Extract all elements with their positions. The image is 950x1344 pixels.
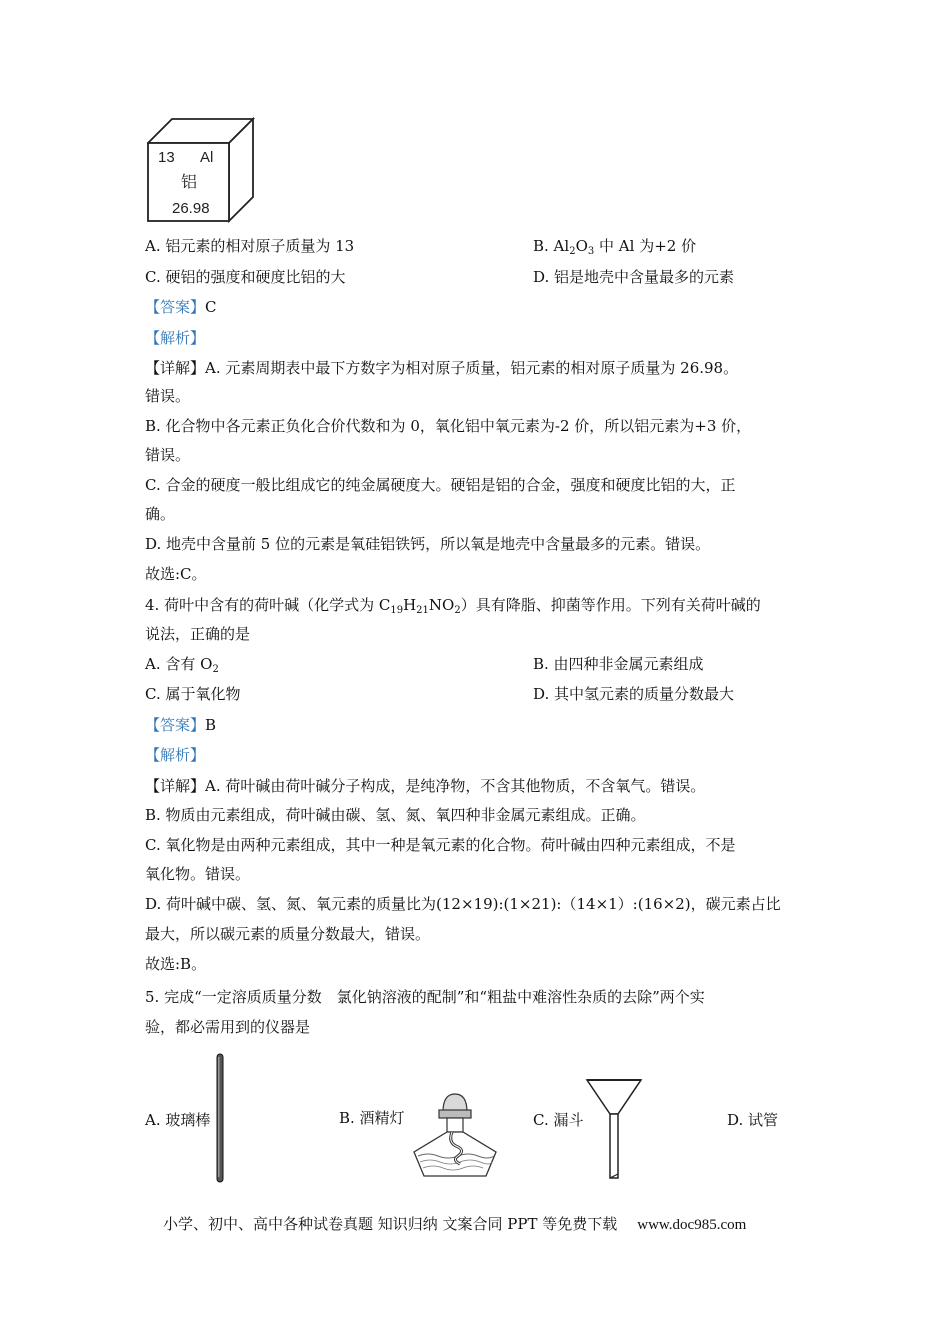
q3-option-d: D. 铝是地壳中含量最多的元素: [533, 268, 735, 286]
cube-diagram: [147, 117, 255, 223]
q5-stem-line-2: 验，都必需用到的仪器是: [145, 1018, 311, 1036]
q5-option-c: C. 漏斗: [533, 1111, 584, 1129]
q3-detail-line-5: C. 合金的硬度一般比组成它的纯金属硬度大。硬铝是铝的合金，强度和硬度比铝的大，正: [145, 476, 736, 494]
q3-option-a: A. 铝元素的相对原子质量为 13: [145, 237, 355, 255]
q3-analysis-label: 【解析】: [145, 329, 206, 347]
element-name: 铝: [181, 174, 198, 191]
q5-option-b: B. 酒精灯: [339, 1109, 405, 1127]
footer-url[interactable]: www.doc985.com: [637, 1217, 747, 1233]
q4-stem-line-2: 说法，正确的是: [145, 625, 251, 643]
footer: [163, 1213, 746, 1234]
q4-option-b: B. 由四种非金属元素组成: [533, 655, 704, 673]
q4-stem-line-1: 4. 荷叶中含有的荷叶碱（化学式为 $C_{19}H_{21}NO_2$）具有降脂、抑菌等作用。下列有关荷叶碱的: [145, 596, 761, 616]
q4-detail-line-1: 【详解】A. 荷叶碱由荷叶碱分子构成，是纯净物，不含其他物质，不含氧气。错误。: [145, 777, 706, 795]
q4-analysis-label: 【解析】: [145, 746, 206, 764]
funnel-image: [585, 1078, 643, 1186]
periodic-table-tile-aluminum: [147, 117, 255, 227]
footer-text: 小学、初中、高中各种试卷真题 知识归纳 文案合同 PPT 等免费下载: [163, 1215, 618, 1233]
q5-option-d: D. 试管: [727, 1111, 779, 1129]
q4-answer: 【答案】B: [145, 716, 217, 734]
q5-stem-line-1: 5. 完成“一定溶质质量分数 氯化钠溶液的配制”和“粗盐中难溶性杂质的去除”两个实: [145, 988, 705, 1006]
q4-detail-line-4: 氧化物。错误。: [145, 865, 251, 883]
q4-conclusion: 故选:B。: [145, 955, 207, 973]
q4-option-a: A. 含有 $O_2$: [145, 655, 219, 675]
q3-detail-line-2: 错误。: [145, 387, 191, 405]
element-symbol: Al: [200, 149, 214, 166]
q3-option-c: C. 硬铝的强度和硬度比铝的大: [145, 268, 346, 286]
q3-detail-line-1: 【详解】A. 元素周期表中最下方数字为相对原子质量，铝元素的相对原子质量为 26.98。: [145, 359, 739, 377]
q4-option-d: D. 其中氢元素的质量分数最大: [533, 685, 735, 703]
q3-detail-line-3: B. 化合物中各元素正负化合价代数和为 0，氧化铝中氧元素为-2 价，所以铝元素为+3 价，: [145, 417, 752, 435]
q3-detail-line-6: 确。: [145, 505, 176, 523]
q3-conclusion: 故选:C。: [145, 565, 207, 583]
q3-detail-line-7: D. 地壳中含量前 5 位的元素是氧硅铝铁钙，所以氧是地壳中含量最多的元素。错误。: [145, 535, 711, 553]
q4-detail-line-2: B. 物质由元素组成，荷叶碱由碳、氢、氮、氧四种非金属元素组成。正确。: [145, 806, 646, 824]
q3-answer: 【答案】C: [145, 298, 217, 316]
atomic-mass: 26.98: [172, 200, 210, 217]
q4-detail-line-3: C. 氧化物是由两种元素组成，其中一种是氧元素的化合物。荷叶碱由四种元素组成，不是: [145, 836, 736, 854]
q5-option-a: A. 玻璃棒: [145, 1111, 211, 1129]
glass-rod-image: [214, 1053, 226, 1187]
q3-detail-line-4: 错误。: [145, 446, 191, 464]
q3-option-b: B. $Al_2O_3$ 中 Al 为+2 价: [533, 237, 697, 257]
q4-detail-line-5: D. 荷叶碱中碳、氢、氮、氧元素的质量比为(12×19):(1×21):（14×1）:(16×2)，碳元素占比: [145, 895, 781, 913]
atomic-number: 13: [158, 149, 175, 166]
alcohol-lamp-image: [408, 1090, 502, 1186]
q4-detail-line-6: 最大，所以碳元素的质量分数最大，错误。: [145, 925, 431, 943]
q4-option-c: C. 属于氧化物: [145, 685, 241, 703]
